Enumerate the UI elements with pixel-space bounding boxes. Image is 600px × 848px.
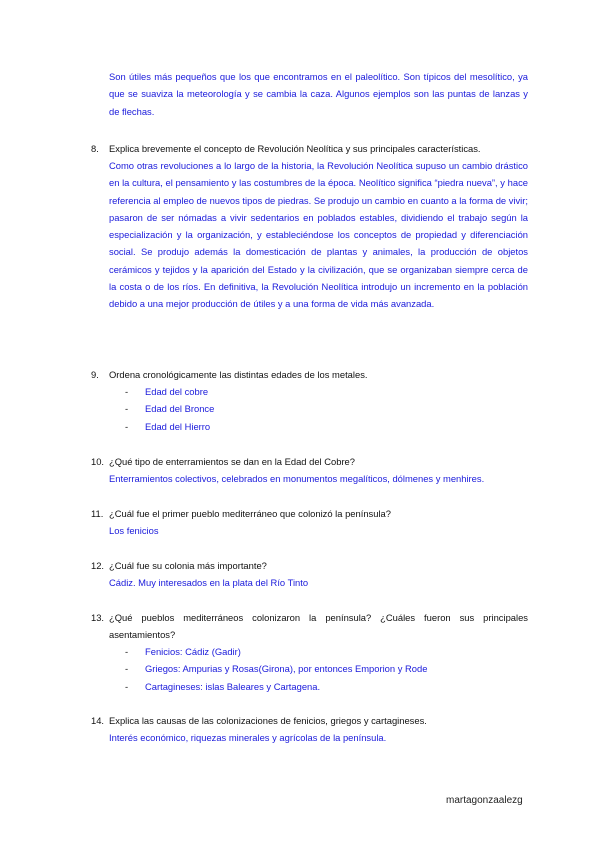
list-item: - Edad del Hierro xyxy=(125,420,211,432)
answer-14: Interés económico, riquezas minerales y agrícolas de la península. xyxy=(109,732,387,743)
question-text: ¿Qué pueblos mediterráneos colonizaron la península? ¿Cuáles fueron sus principales asentamientos? xyxy=(109,612,528,640)
answer-7: Son útiles más pequeños que los que encontramos en el paleolítico. Son típicos del mesolítico, ya que se suaviza la meteorología y se cambia la caza. Algunos ejemplos son las puntas de lanzas y de flechas. xyxy=(109,71,528,117)
question-text: ¿Cuál fue su colonia más importante? xyxy=(109,560,267,571)
question-number: 10. xyxy=(91,456,105,467)
question-number: 8. xyxy=(91,143,99,154)
question-text: Ordena cronológicamente las distintas edades de los metales. xyxy=(109,369,368,380)
question-11 xyxy=(91,505,528,522)
answer-12: Cádiz. Muy interesados en la plata del Río Tinto xyxy=(109,577,309,588)
answer-13-list xyxy=(125,643,427,695)
question-9 xyxy=(91,366,528,383)
answer-11: Los fenicios xyxy=(109,525,159,536)
question-number: 9. xyxy=(91,369,99,380)
question-12 xyxy=(91,557,528,574)
list-item: - Edad del Bronce xyxy=(125,403,215,415)
answer-10: Enterramientos colectivos, celebrados en monumentos megalíticos, dólmenes y menhires. xyxy=(109,473,485,484)
question-text: ¿Qué tipo de enterramientos se dan en la Edad del Cobre? xyxy=(109,456,355,467)
list-item: - Griegos: Ampurias y Rosas(Girona), por entonces Emporion y Rode xyxy=(125,663,428,675)
question-8 xyxy=(91,140,528,157)
footer-author: martagonzaalezg xyxy=(446,795,523,806)
question-13 xyxy=(91,609,528,643)
answer-9-list xyxy=(125,383,214,435)
question-number: 12. xyxy=(91,560,105,571)
question-number: 14. xyxy=(91,715,105,726)
question-14 xyxy=(91,712,528,729)
question-10 xyxy=(91,453,528,470)
question-text: Explica las causas de las colonizaciones de fenicios, griegos y cartagineses. xyxy=(109,715,427,726)
question-number: 13. xyxy=(91,612,105,623)
list-item: - Fenicios: Cádiz (Gadir) xyxy=(125,646,241,657)
question-text: Explica brevemente el concepto de Revolución Neolítica y sus principales características. xyxy=(109,143,481,154)
list-item: - Edad del cobre xyxy=(125,386,209,397)
list-item: - Cartagineses: islas Baleares y Cartagena. xyxy=(125,680,321,692)
question-number: 11. xyxy=(91,508,104,519)
answer-8: Como otras revoluciones a lo largo de la historia, la Revolución Neolítica supuso un cambio drástico en la cultura, el pensamiento y las costumbres de la época. Neolítico significa “piedra nueva”, y hace referencia al empleo de nuevos tipos de piedras. Se produjo un cambio en cuanto a la forma de vivir; pasaron de ser nómadas a vivir sedentarios en poblados estables, dividiendo el trabajo según la especialización y la organización, y estableciéndose los conceptos de propiedad y diferenciación social. Se produjo además la domesticación de plantas y animales, la producción de objetos cerámicos y tejidos y la aparición del Estado y la civilización, que se organizaban siempre cerca de la costa o de los ríos. En definitiva, la Revolución Neolítica introdujo un incremento en la población debido a una mejor producción de útiles y a una forma de vida más avanzada. xyxy=(109,160,528,310)
question-text: ¿Cuál fue el primer pueblo mediterráneo que colonizó la península? xyxy=(109,508,391,519)
